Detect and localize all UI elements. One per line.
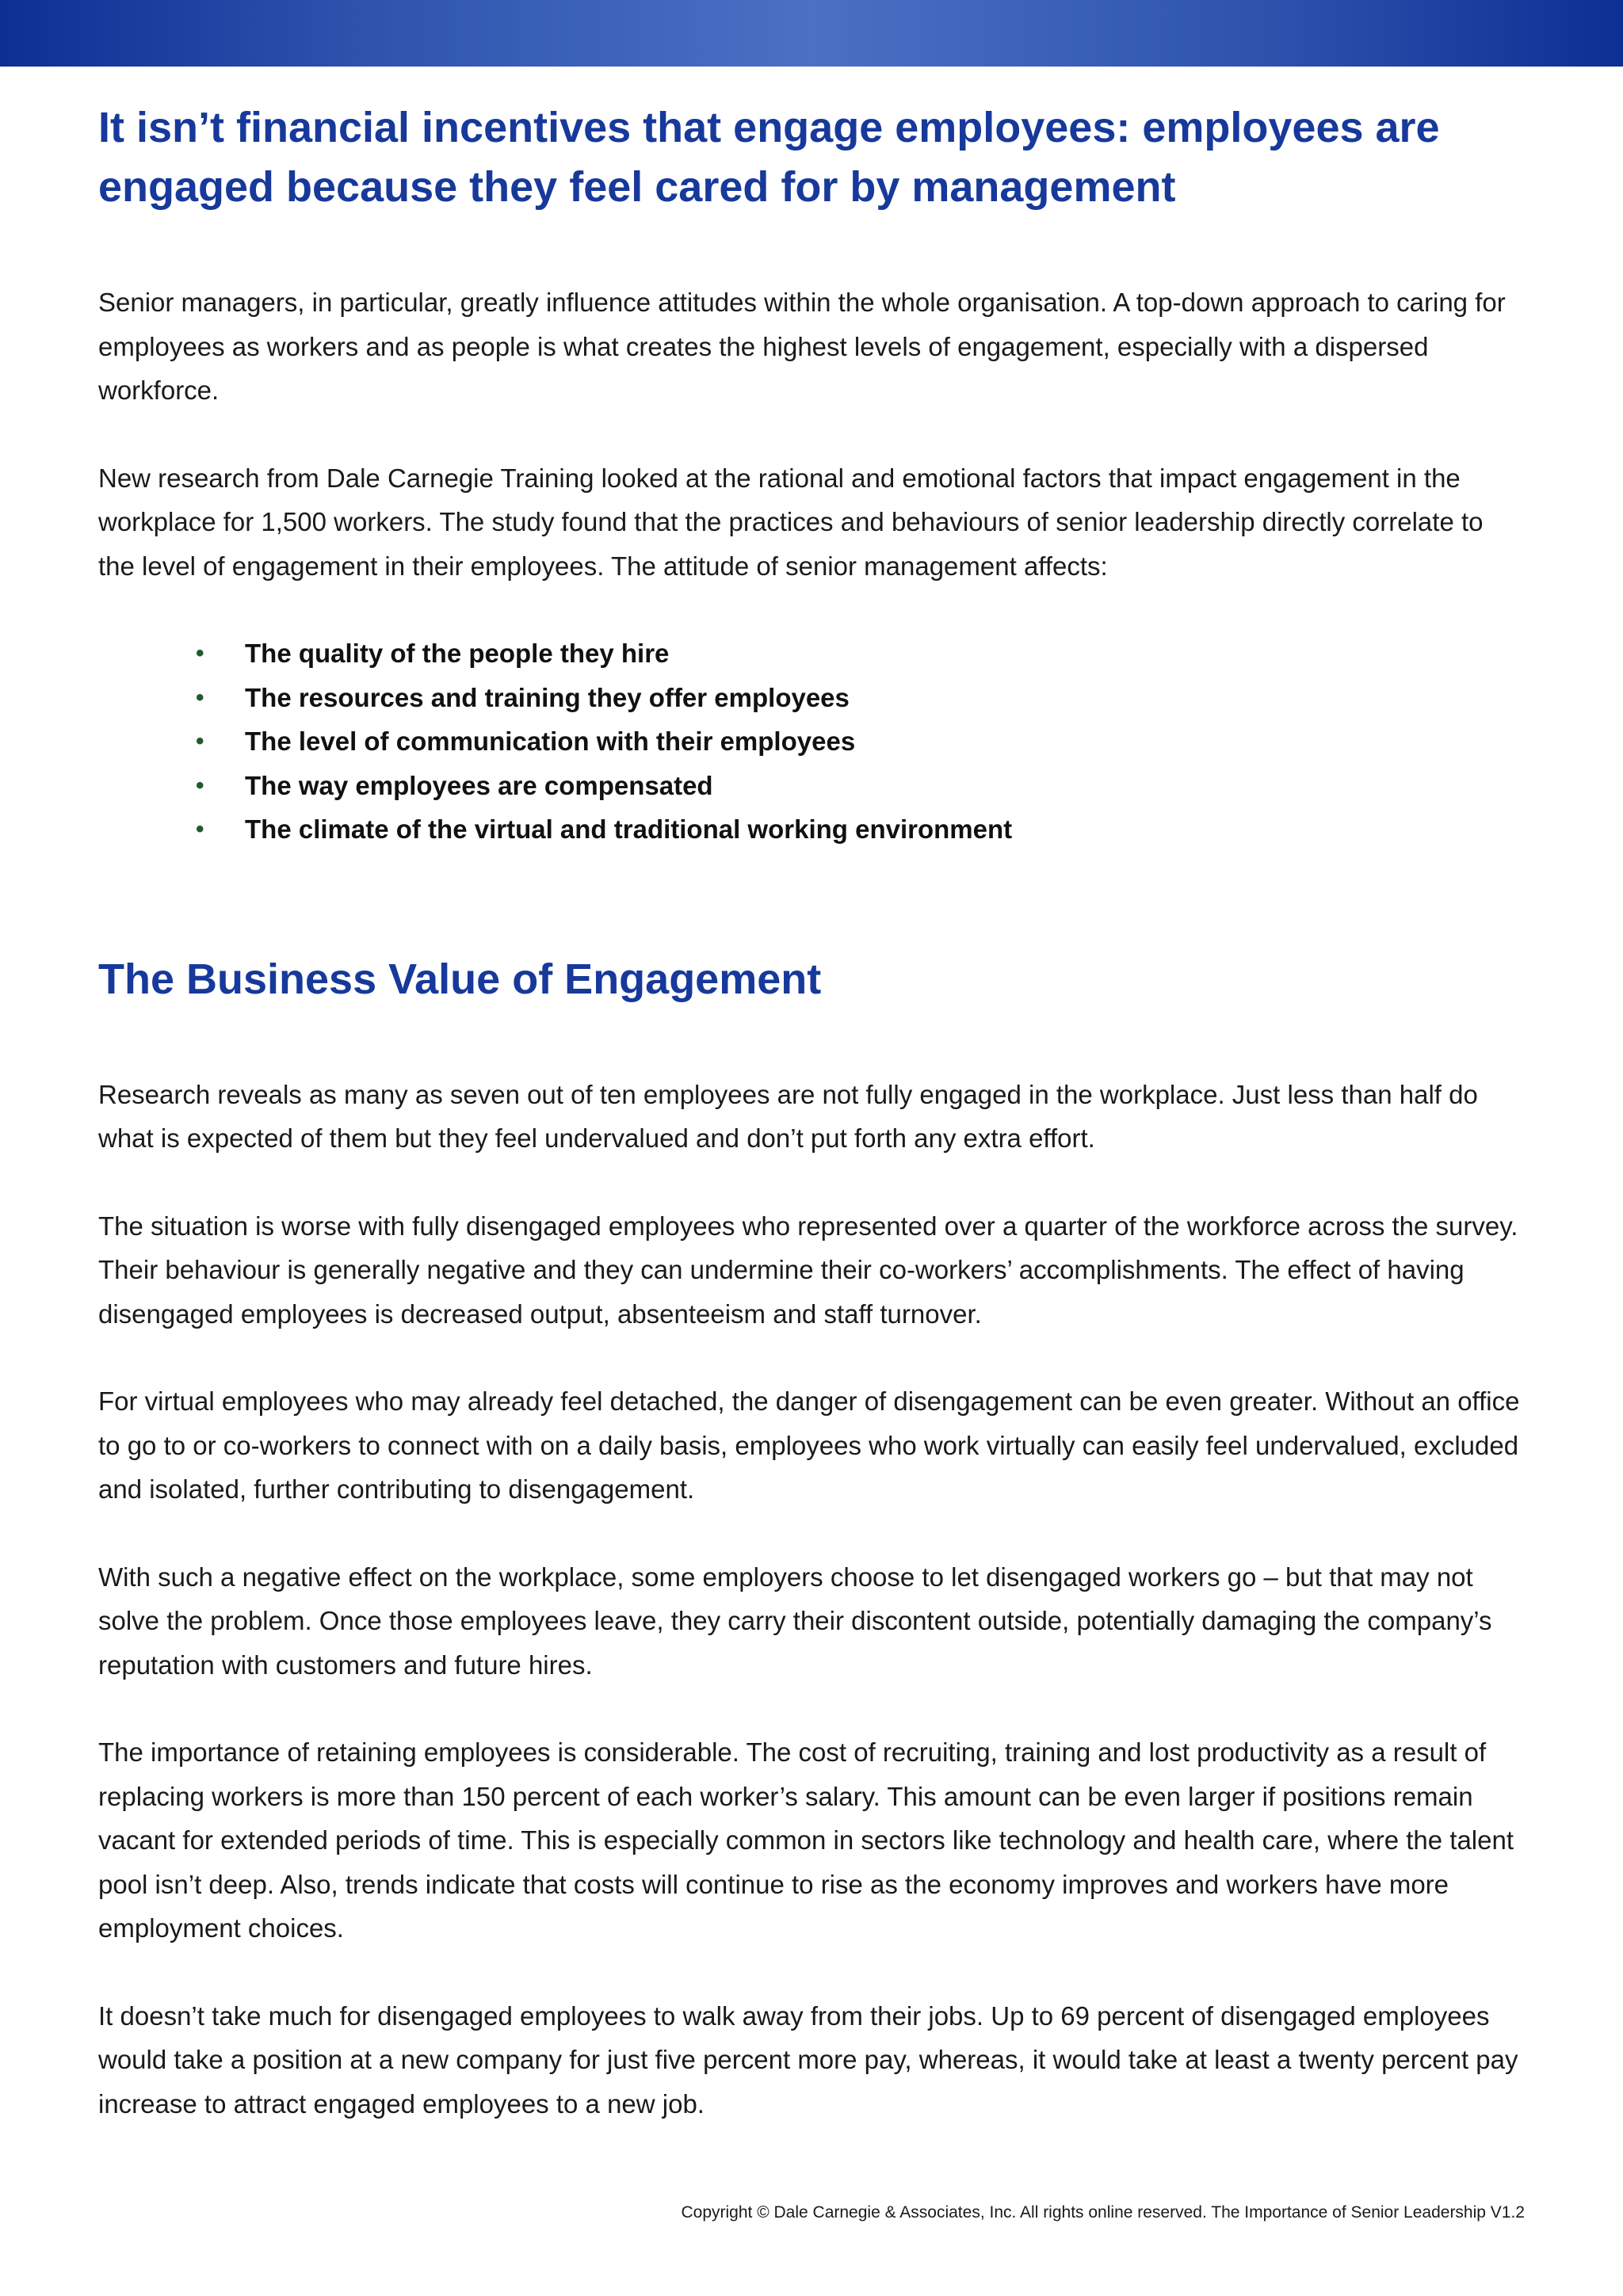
- list-item-text: The quality of the people they hire: [245, 639, 670, 668]
- list-item: [196, 676, 1525, 720]
- bullet-icon: •: [196, 728, 204, 754]
- list-item-text: The level of communication with their employees: [245, 727, 856, 756]
- list-item: [196, 764, 1525, 808]
- bullet-icon: •: [196, 772, 204, 799]
- main-heading: It isn’t financial incentives that engage employees: employees are engaged because they feel cared for by management: [98, 104, 1440, 211]
- section-paragraph: The situation is worse with fully disengaged employees who represented over a quarter of the workforce across the survey. Their behaviour is generally negative and they can undermine their co-workers’ accomplishments. The effect of having disengaged employees is decreased output, absenteeism and staff turnover.: [98, 1211, 1518, 1329]
- top-banner: [0, 0, 1623, 67]
- section-paragraph: With such a negative effect on the workplace, some employers choose to let disengaged workers go – but that may not solve the problem. Once those employees leave, they carry their discontent outside, potentially damaging the company’s reputation with customers and future hires.: [98, 1562, 1492, 1680]
- list-item-text: The resources and training they offer employees: [245, 682, 850, 712]
- section-paragraph: Research reveals as many as seven out of ten employees are not fully engaged in the workplace. Just less than half do what is expected of them but they feel undervalued and don’t put forth any extra effort.: [98, 1079, 1478, 1153]
- section-paragraph: It doesn’t take much for disengaged employees to walk away from their jobs. Up to 69 percent of disengaged employees would take a position at a new company for just five percent more pay, whereas, it would take at least a twenty percent pay increase to attract engaged employees to a new job.: [98, 2000, 1518, 2119]
- list-item-text: The way employees are compensated: [245, 770, 713, 800]
- list-item: [196, 719, 1525, 764]
- list-item-text: The climate of the virtual and traditional working environment: [245, 814, 1013, 844]
- section-paragraph: For virtual employees who may already feel detached, the danger of disengagement can be even greater. Without an office to go to or co-workers to connect with on a daily basis, employees who work virtually can easily feel undervalued, excluded and isolated, further contributing to disengagement.: [98, 1386, 1520, 1504]
- bullet-icon: •: [196, 816, 204, 842]
- intro-paragraph: Senior managers, in particular, greatly influence attitudes within the whole organisation. A top-down approach to caring for employees as workers and as people is what creates the highest levels of engagement, especially with a dispersed workforce.: [98, 288, 1506, 405]
- section-heading: The Business Value of Engagement: [98, 955, 822, 1003]
- list-item: [196, 807, 1525, 852]
- footer-copyright: Copyright © Dale Carnegie & Associates, Inc. All rights online reserved. The Importance of Senior Leadership V1.2: [681, 2203, 1525, 2222]
- senior-management-effects-list: [98, 631, 1525, 852]
- bullet-icon: •: [196, 640, 204, 666]
- section-paragraph: The importance of retaining employees is considerable. The cost of recruiting, training and lost productivity as a result of replacing workers is more than 150 percent of each worker’s salary. This amount can be even larger if positions remain vacant for extended periods of time. This is especially common in sectors like technology and health care, where the talent pool isn’t deep. Also, trends indicate that costs will continue to rise as the economy improves and workers have more employment choices.: [98, 1737, 1514, 1943]
- document-body: [98, 98, 1525, 2126]
- intro-paragraph: New research from Dale Carnegie Training looked at the rational and emotional factors that impact engagement in the workplace for 1,500 workers. The study found that the practices and behaviours of senior leadership directly correlate to the level of engagement in their employees. The attitude of senior management affects:: [98, 463, 1484, 581]
- list-item: [196, 631, 1525, 676]
- bullet-icon: •: [196, 684, 204, 711]
